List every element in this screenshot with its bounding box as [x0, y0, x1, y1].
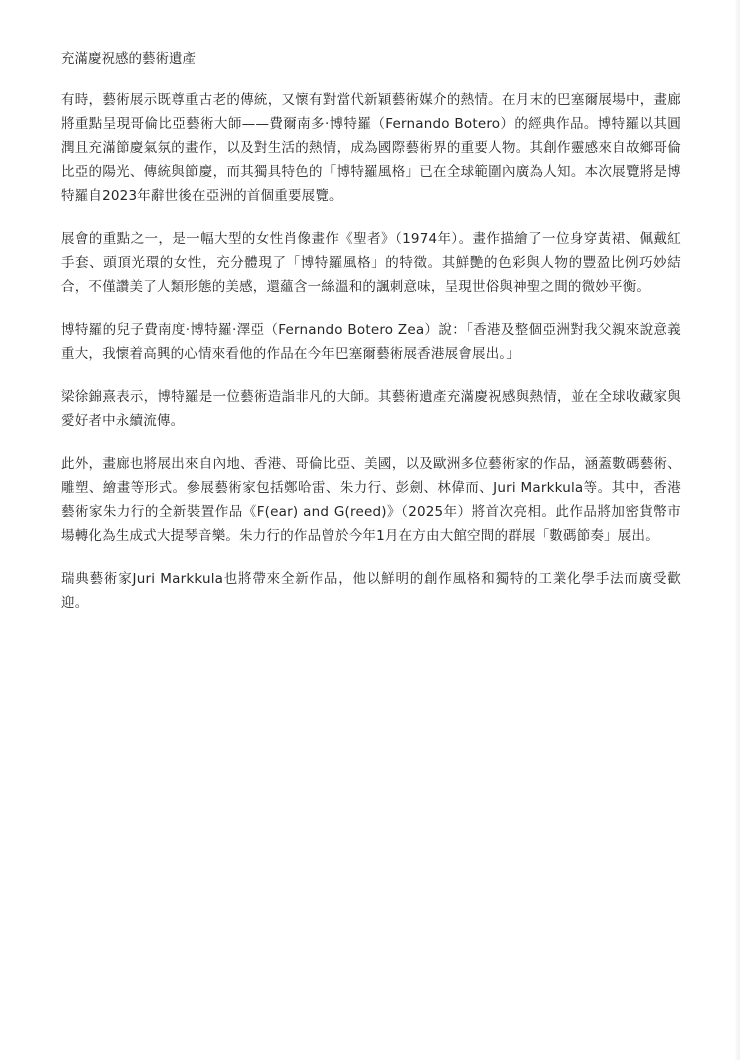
paragraph-legacy: 梁徐錦熹表示，博特羅是一位藝術造詣非凡的大師。其藝術遺產充滿慶祝感與熱情，並在全球收藏家與愛好者中永續流傳。: [61, 389, 681, 429]
article-title: 充滿慶祝感的藝術遺產: [61, 51, 196, 67]
page-edge-shadow: [734, 0, 740, 1060]
paragraph-other-artists: 此外，畫廊也將展出來自內地、香港、哥倫比亞、美國，以及歐洲多位藝術家的作品，涵蓋數碼藝術、雕塑、繪畫等形式。參展藝術家包括鄭哈雷、朱力行、彭劍、林偉而、Juri Markkula等。其中，香港藝術家朱力行的全新裝置作品《F(ear) and G(reed)》（2025年）將首次亮相。此作品將加密貨幣市場轉化為生成式大提琴音樂。朱力行的作品曾於今年1月在方由大館空間的群展「數碼節奏」展出。: [61, 456, 681, 544]
article-body: [61, 48, 681, 634]
paragraph-son-quote: 博特羅的兒子費南度·博特羅·澤亞（Fernando Botero Zea）說：「香港及整個亞洲對我父親來說意義重大，我懷着高興的心情來看他的作品在今年巴塞爾藝術展香港展會展出。」: [61, 322, 681, 362]
paragraph-saint-painting: 展會的重點之一，是一幅大型的女性肖像畫作《聖者》（1974年）。畫作描繪了一位身穿黃裙、佩戴紅手套、頭頂光環的女性，充分體現了「博特羅風格」的特徵。其鮮艷的色彩與人物的豐盈比例巧妙結合，不僅讚美了人類形態的美感，還蘊含一絲溫和的諷刺意味，呈現世俗與神聖之間的微妙平衡。: [61, 231, 681, 295]
paragraph-intro: 有時，藝術展示既尊重古老的傳統，又懷有對當代新穎藝術媒介的熱情。在月末的巴塞爾展場中，畫廊將重點呈現哥倫比亞藝術大師——費爾南多·博特羅（Fernando Botero）的經典作品。博特羅以其圓潤且充滿節慶氣氛的畫作，以及對生活的熱情，成為國際藝術界的重要人物。其創作靈感來自故鄉哥倫比亞的陽光、傳統與節慶，而其獨具特色的「博特羅風格」已在全球範圍內廣為人知。本次展覽將是博特羅自2023年辭世後在亞洲的首個重要展覽。: [61, 92, 681, 204]
paragraph-juri-markkula: 瑞典藝術家Juri Markkula也將帶來全新作品，他以鮮明的創作風格和獨特的工業化學手法而廣受歡迎。: [61, 571, 681, 611]
